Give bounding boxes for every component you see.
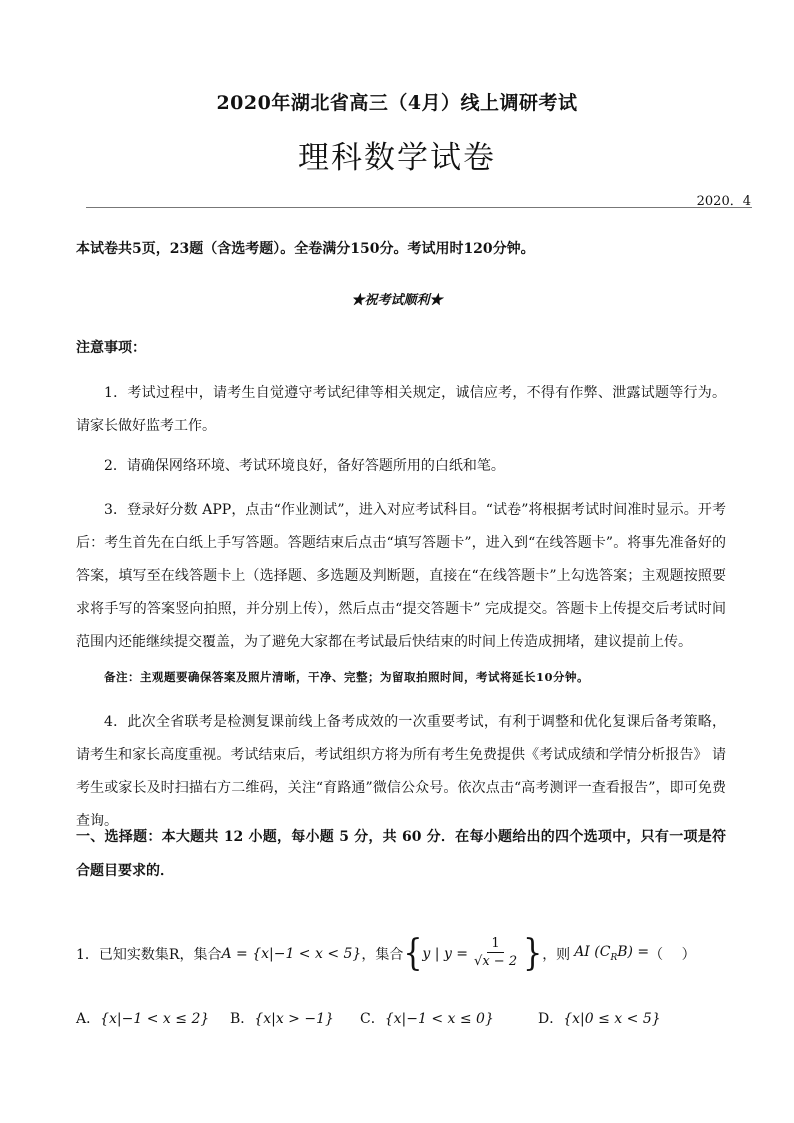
subject-title: 理科数学试卷 bbox=[298, 140, 496, 176]
exam-title: 2020年湖北省高三（4月）线上调研考试 bbox=[216, 92, 578, 114]
question-1-mid: ，集合 bbox=[361, 946, 404, 963]
question-1-fraction bbox=[470, 936, 521, 971]
option-d-label: D． bbox=[538, 1011, 564, 1027]
exam-summary: 本试卷共5页，23题（含选考题）。全卷满分150分。考试用时120分钟。 bbox=[76, 241, 535, 257]
question-1-expr-sub: R bbox=[610, 952, 618, 963]
notice-remark: 备注：主观题要确保答案及照片清晰，干净、完整；为留取拍照时间，考试将延长10分钟。 bbox=[104, 670, 589, 684]
right-brace-icon: } bbox=[523, 931, 543, 974]
question-1-set-b-prefix: y | y = bbox=[422, 945, 469, 962]
good-luck-banner: ★祝考试顺利★ bbox=[351, 293, 443, 308]
option-a-label: A． bbox=[76, 1011, 101, 1027]
question-1-tail: ，则 bbox=[542, 946, 571, 963]
question-1-expr: AI (C bbox=[574, 944, 611, 961]
notice-item-1 bbox=[76, 377, 726, 443]
option-b-label: B． bbox=[230, 1011, 255, 1027]
question-1-expression bbox=[574, 944, 649, 963]
header-divider bbox=[86, 207, 752, 208]
fraction-denominator: √x − 2 bbox=[474, 954, 518, 969]
question-1-set-a: A = {x|−1 < x < 5} bbox=[221, 945, 362, 962]
notice-item-4 bbox=[76, 706, 726, 838]
option-d-value: {x|0 ≤ x < 5} bbox=[563, 1011, 661, 1027]
option-c-value: {x|−1 < x ≤ 0} bbox=[384, 1011, 494, 1027]
exam-date: 2020．4 bbox=[696, 194, 751, 209]
option-c bbox=[360, 1008, 494, 1028]
question-1-expr-tail: B) = bbox=[617, 944, 650, 961]
question-1-lead: 1．已知实数集R，集合 bbox=[76, 946, 222, 963]
notice-heading: 注意事项： bbox=[76, 340, 146, 356]
notice-item-3 bbox=[76, 494, 726, 659]
option-c-label: C． bbox=[360, 1011, 385, 1027]
section-1-heading: 一、选择题：本大题共 12 小题，每小题 5 分，共 60 分．在每小题给出的四个选项中，只有一项是符合题目要求的． bbox=[76, 829, 726, 879]
question-1 bbox=[76, 931, 696, 974]
notice-item-2 bbox=[76, 450, 726, 483]
option-b-value: {x|x > −1} bbox=[254, 1011, 334, 1027]
option-a-value: {x|−1 < x ≤ 2} bbox=[100, 1011, 210, 1027]
answer-blank: （ ） bbox=[649, 946, 696, 963]
left-brace-icon: { bbox=[403, 931, 423, 974]
option-d bbox=[538, 1008, 661, 1028]
notice-item-2-text: 2．请确保网络环境、考试环境良好，备好答题所用的白纸和笔。 bbox=[104, 458, 505, 474]
option-b bbox=[230, 1008, 334, 1028]
option-a bbox=[76, 1008, 209, 1028]
notice-item-4-text: 4．此次全省联考是检测复课前线上备考成效的一次重要考试，有利于调整和优化复课后备考策略，请考生和家长高度重视。考试结束后，考试组织方将为所有考生免费提供《考试成绩和学情分析报告》 请考生或家长及时扫描右方二维码，关注“育路通”微信公众号。依次点击“高考测评一查看报告”，即可免费查询。 bbox=[76, 714, 726, 829]
notice-item-3-text: 3．登录好分数 APP，点击“作业测试”，进入对应考试科目。“试卷”将根据考试时间准时显示。开考后：考生首先在白纸上手写答题。答题结束后点击“填写答题卡”，进入到“在线答题卡”。将事先准备好的答案，填写至在线答题卡上（选择题、多选题及判断题，直接在“在线答题卡”上勾选答案；主观题按照要求将手写的答案竖向拍照，并分别上传），然后点击“提交答题卡” 完成提交。答题卡上传提交后考试时间范围内还能继续提交覆盖，为了避免大家都在考试最后快结束的时间上传造成拥堵，建议提前上传。 bbox=[76, 502, 726, 650]
fraction-numerator: 1 bbox=[487, 936, 503, 953]
notice-item-1-text: 1．考试过程中，请考生自觉遵守考试纪律等相关规定，诚信应考，不得有作弊、泄露试题等行为。请家长做好监考工作。 bbox=[76, 385, 726, 434]
